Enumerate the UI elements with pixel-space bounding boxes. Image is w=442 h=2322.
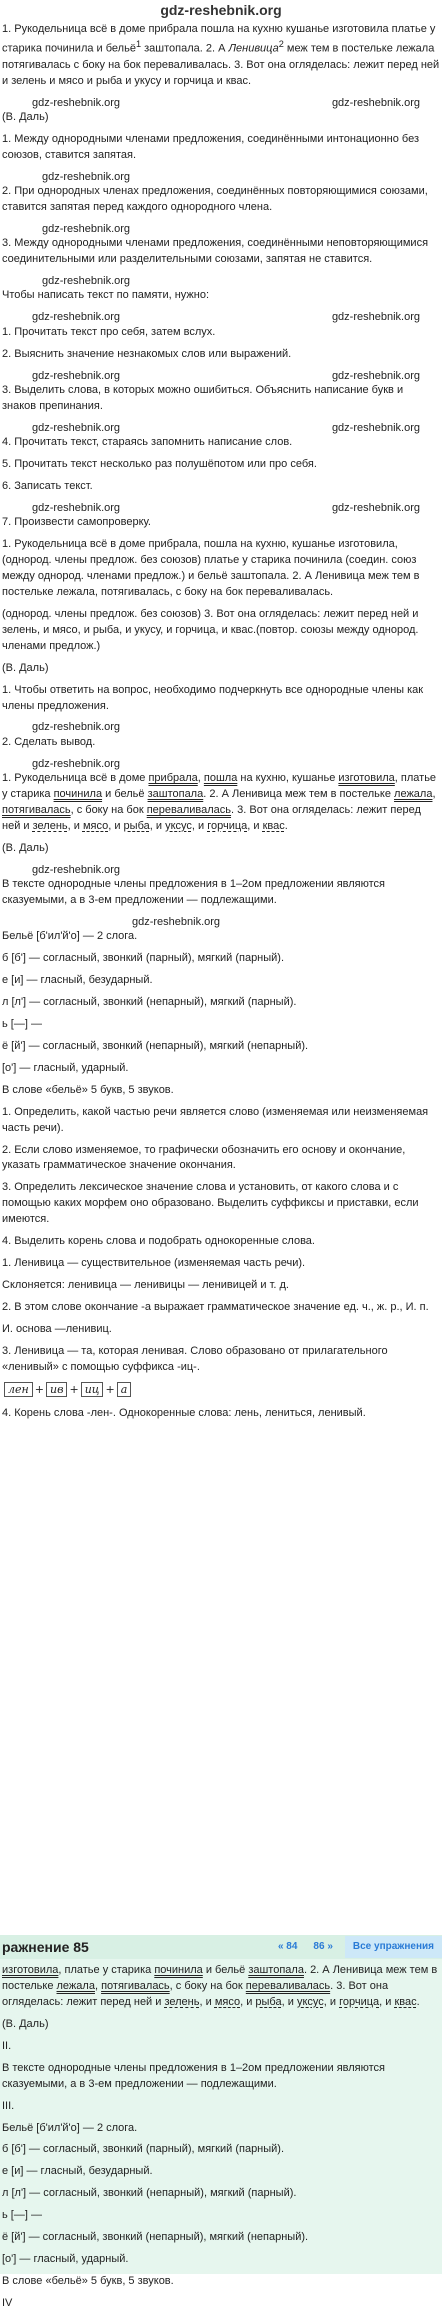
next-exercise-link[interactable]: 86 » bbox=[313, 1940, 333, 1952]
watermark: gdz-reshebnik.org bbox=[132, 915, 221, 928]
question-1: 1. Чтобы ответить на вопрос, необходимо подчеркнуть все однородные члены как члены предложения. bbox=[2, 683, 424, 712]
morph-rule: 4. Выделить корень слова и подобрать однокоренные слова. bbox=[2, 1235, 315, 1248]
rule-2: 2. При однородных членах предложения, соединённых повторяющимися союзами, ставится запятая перед каждого однородного члена. bbox=[2, 185, 428, 214]
phonetic-line: [о'] — гласный, ударный. bbox=[2, 2253, 129, 2266]
phonetic-line: Бельё [б'ил'й'о] — 2 слога. bbox=[2, 930, 138, 943]
morph-rule: 1. Определить, какой частью речи является слово (изменяемая или неизменяемая часть речи). bbox=[2, 1105, 429, 1134]
conclusion: В тексте однородные члены предложения в 1–2ом предложении являются сказуемыми, а в 3-ем предложении — подлежащими. bbox=[2, 2061, 386, 2090]
morph-rule: 3. Определить лексическое значение слова и установить, от какого слова и с помощью каких морфем оно образовано. Выделить суффиксы и приставки, если имеются. bbox=[2, 1181, 419, 1226]
underlined-text: 1. Рукодельница всё в доме прибрала, пошла на кухню, кушанье изготовила, платье у старика починила и бельё заштопала. 2. А Ленивица меж тем в постельке лежала, потягивалась, с боку на бок переваливалась. 3. Вот она огляделась: лежит перед ней и зелень, и мясо, и рыба, и уксус, и горчица, и квас. bbox=[2, 771, 437, 832]
phonetic-line: [о'] — гласный, ударный. bbox=[2, 1061, 129, 1074]
watermark: gdz-reshebnik.org bbox=[32, 369, 121, 382]
prev-exercise-link[interactable]: « 84 bbox=[277, 1940, 298, 1952]
phonetic-line: л [л'] — согласный, звонкий (непарный), мягкий (парный). bbox=[2, 2187, 297, 2200]
watermark: gdz-reshebnik.org bbox=[32, 96, 121, 109]
conclusion: В тексте однородные члены предложения в 1–2ом предложении являются сказуемыми, а в 3-ем предложении — подлежащими. bbox=[2, 877, 386, 906]
phonetic-line: Бельё [б'ил'й'о] — 2 слога. bbox=[2, 2121, 138, 2134]
exercise-section bbox=[0, 1935, 442, 2309]
author: (В. Даль) bbox=[2, 111, 49, 123]
roman-numeral: II. bbox=[2, 2039, 12, 2052]
watermark: gdz-reshebnik.org bbox=[331, 501, 420, 514]
exercise-title: ражнение 85 bbox=[2, 1938, 89, 1955]
parse-line: 4. Корень слова -лен-. Однокоренные слова: лень, лениться, ленивый. bbox=[2, 1406, 366, 1419]
site-title[interactable]: gdz-reshebnik.org bbox=[160, 2, 282, 18]
paragraph: 1. Рукодельница всё в доме прибрала пошла на кухню кушанье изготовила платье у старика починила и бельё$^1$ заштопала. 2. А Ленивица$^2$ меж тем в постельке лежала потягивалась с боку на бок переваливалась. 3. Вот она огляделась: лежит перед ней и зелень и мясо и рыба и укусу и горчица и квас. bbox=[2, 23, 440, 87]
author: (В. Даль) bbox=[2, 2017, 49, 2030]
memo-item: 5. Прочитать текст несколько раз полушёпотом или про себя. bbox=[2, 457, 317, 470]
watermark: gdz-reshebnik.org bbox=[331, 96, 420, 109]
exercise-body bbox=[0, 1959, 442, 2322]
morph-rule: 2. Если слово изменяемое, то графически обозначить его основу и окончание, указать грамматическое значение окончания. bbox=[2, 1143, 406, 1172]
watermark: gdz-reshebnik.org bbox=[32, 501, 121, 514]
phonetic-line: ь [—] — bbox=[2, 1017, 42, 1030]
parse-line: И. основа —ленивиц. bbox=[2, 1322, 112, 1335]
parse-line: 1. Ленивица — существительное (изменяемая часть речи). bbox=[2, 1257, 306, 1270]
watermark: gdz-reshebnik.org bbox=[32, 757, 121, 770]
phonetic-line: В слове «бельё» 5 букв, 5 звуков. bbox=[2, 2275, 174, 2288]
memo-item: 6. Записать текст. bbox=[2, 479, 93, 492]
watermark: gdz-reshebnik.org bbox=[32, 421, 121, 434]
all-exercises-button[interactable]: Все упражнения bbox=[345, 1936, 442, 1959]
parse-line: Склоняется: ленивица — ленивицы — ленивицей и т. д. bbox=[2, 1279, 289, 1292]
phonetic-line: ё [й'] — согласный, звонкий (непарный), мягкий (непарный). bbox=[2, 2231, 309, 2244]
watermark: gdz-reshebnik.org bbox=[32, 721, 121, 734]
text-analysis: (однород. члены предлож. без союзов) 3. Вот она огляделась: лежит перед ней и зелень, и мясо, и рыба, и укусу, и горчица, и квас.(повтор. союзы между однород. членами предлож.) bbox=[2, 607, 419, 652]
question-2: 2. Сделать вывод. bbox=[2, 735, 96, 748]
watermark: gdz-reshebnik.org bbox=[331, 311, 420, 324]
phonetic-line: В слове «бельё» 5 букв, 5 звуков. bbox=[2, 1083, 174, 1096]
exercise-header bbox=[0, 1935, 442, 1959]
morpheme-formula: лен + ив + иц + а bbox=[2, 1382, 440, 1398]
phonetic-line: л [л'] — согласный, звонкий (непарный), мягкий (парный). bbox=[2, 995, 297, 1008]
parse-line: 2. В этом слове окончание -а выражает грамматическое значение ед. ч., ж. р., И. п. bbox=[2, 1301, 429, 1314]
phonetic-line: е [и] — гласный, безударный. bbox=[2, 2165, 153, 2178]
parse-line: 3. Ленивица — та, которая ленивая. Слово образовано от прилагательного «ленивый» с помощью суффикса -иц-. bbox=[2, 1344, 388, 1373]
phonetic-line: б [б'] — согласный, звонкий (парный), мягкий (парный). bbox=[2, 952, 285, 965]
rule-3: 3. Между однородными членами предложения, соединёнными неповторяющимися соединительными или разделительными союзами, запятая не ставится. bbox=[2, 237, 429, 266]
roman-numeral: IV bbox=[2, 2297, 13, 2309]
rule-1: 1. Между однородными членами предложения, соединёнными интонационно без союзов, ставится запятая. bbox=[2, 132, 419, 161]
roman-numeral: III. bbox=[2, 2099, 15, 2112]
watermark: gdz-reshebnik.org bbox=[32, 311, 121, 324]
watermark: gdz-reshebnik.org bbox=[42, 222, 131, 235]
author: (В. Даль) bbox=[2, 661, 49, 674]
watermark: gdz-reshebnik.org bbox=[42, 275, 131, 288]
watermark: gdz-reshebnik.org bbox=[331, 369, 420, 382]
author: (В. Даль) bbox=[2, 841, 49, 854]
watermark: gdz-reshebnik.org bbox=[32, 863, 121, 876]
phonetic-line: ь [—] — bbox=[2, 2209, 42, 2222]
memo-item: 1. Прочитать текст про себя, затем вслух. bbox=[2, 325, 216, 338]
text-analysis: 1. Рукодельница всё в доме прибрала, пошла на кухню, кушанье изготовила, (однород. члены предлож. без союзов) платье у старика починила (соедин. союз между однород. членами предлож.) и бельё заштопала. 2. А Ленивица меж тем в постельке лежала, потягивалась, с боку на бок переваливалась. bbox=[2, 538, 420, 598]
watermark: gdz-reshebnik.org bbox=[331, 421, 420, 434]
memo-item: 2. Выяснить значение незнакомых слов или выражений. bbox=[2, 347, 292, 360]
watermark: gdz-reshebnik.org bbox=[42, 170, 131, 183]
memo-title: Чтобы написать текст по памяти, нужно: bbox=[2, 289, 210, 302]
memo-item: 7. Произвести самопроверку. bbox=[2, 516, 151, 529]
phonetic-line: б [б'] — согласный, звонкий (парный), мягкий (парный). bbox=[2, 2143, 285, 2156]
underlined-text: изготовила, платье у старика починила и бельё заштопала. 2. А Ленивица меж тем в постельке лежала, потягивалась, с боку на бок переваливалась. 3. Вот она огляделась: лежит перед ней и зелень, и мясо, и рыба, и уксус, и горчица, и квас. bbox=[2, 1964, 438, 2008]
memo-item: 4. Прочитать текст, стараясь запомнить написание слов. bbox=[2, 436, 293, 449]
phonetic-line: е [и] — гласный, безударный. bbox=[2, 974, 153, 987]
phonetic-line: ё [й'] — согласный, звонкий (непарный), мягкий (непарный). bbox=[2, 1039, 309, 1052]
memo-item: 3. Выделить слова, в которых можно ошибиться. Объяснить написание букв и знаков препинания. bbox=[2, 383, 404, 412]
